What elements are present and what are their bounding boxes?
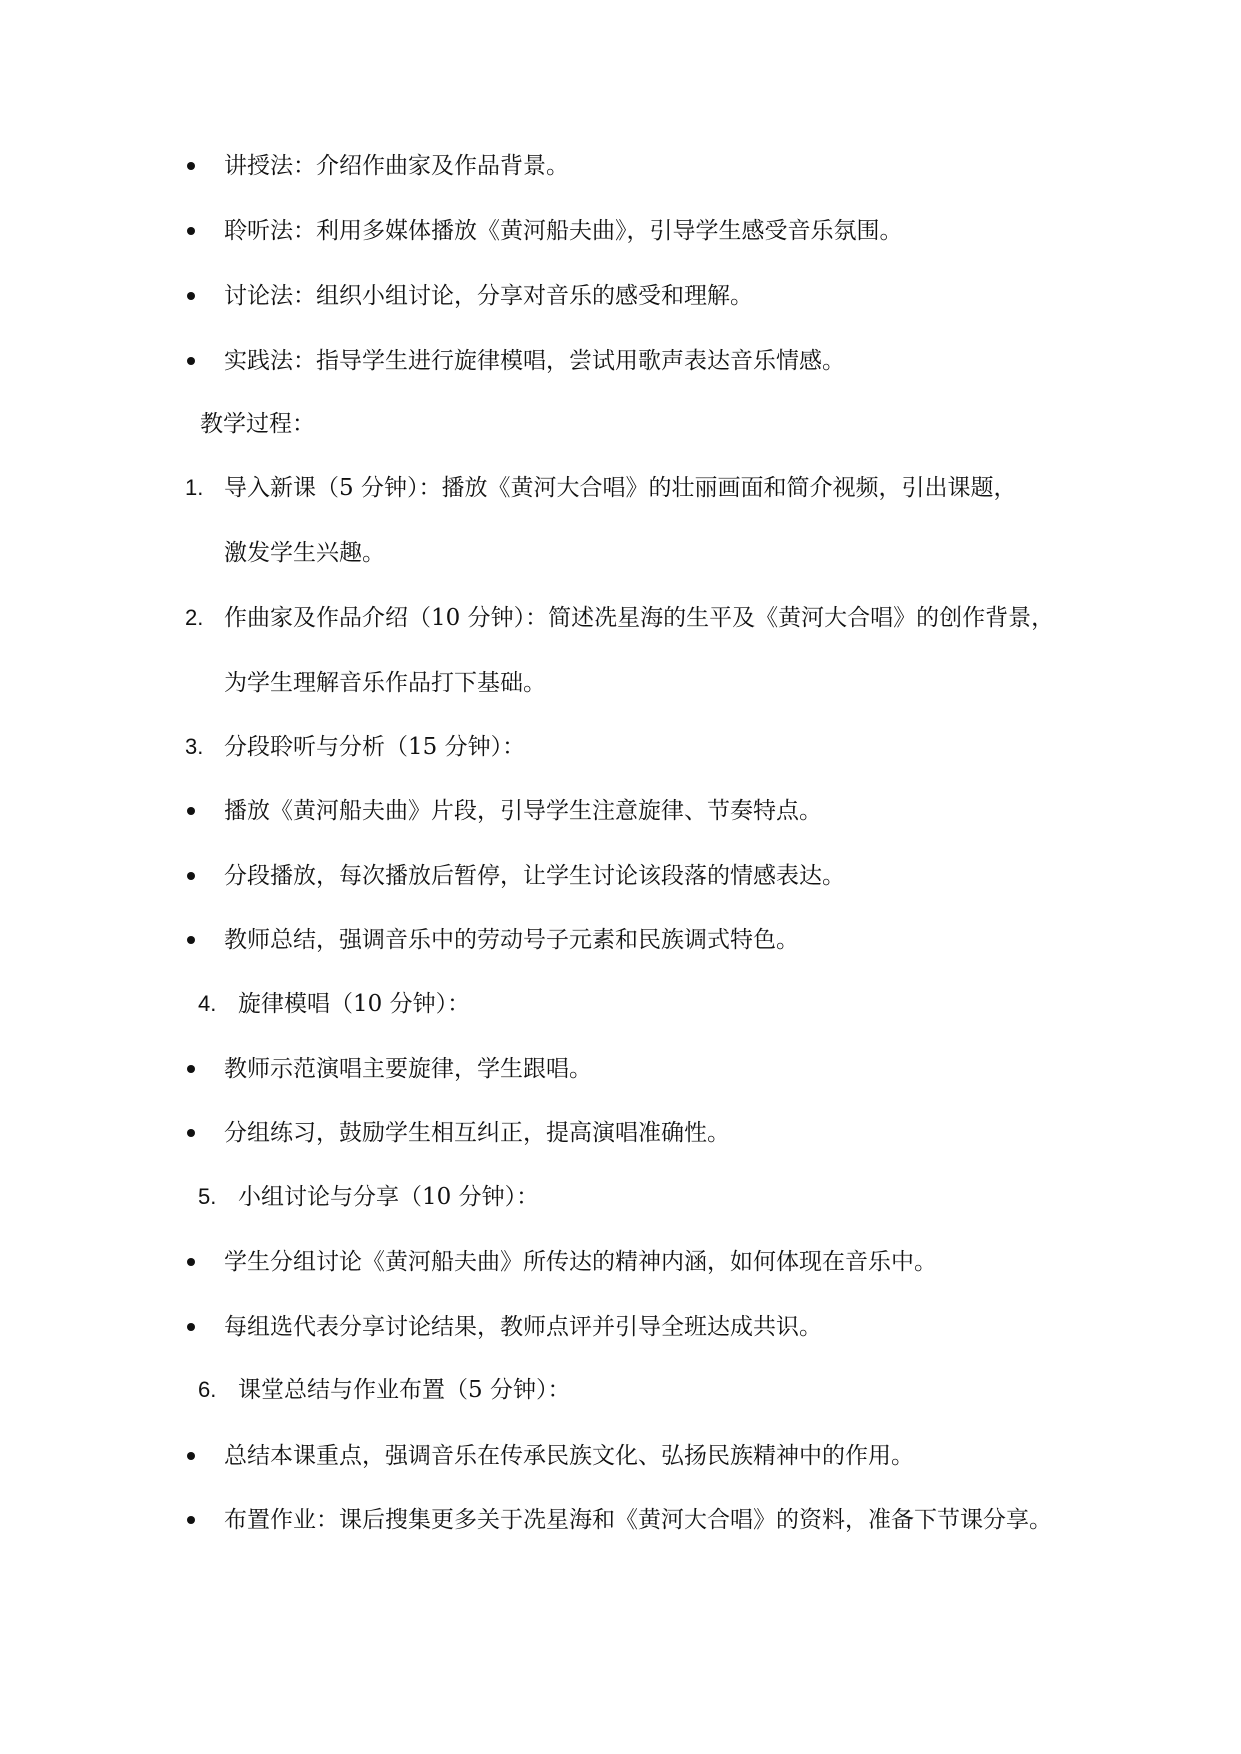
bullet-icon bbox=[187, 162, 195, 170]
step-number: 4. bbox=[198, 991, 217, 1016]
step-number: 6. bbox=[198, 1377, 217, 1402]
step-text: 导入新课（5 分钟）：播放《黄河大合唱》的壮丽画面和简介视频，引出课题， bbox=[224, 475, 1017, 501]
step-title: 课堂总结与作业布置（5 分钟）： bbox=[238, 1377, 571, 1403]
list-item bbox=[0, 1500, 1241, 1540]
step-text: 为学生理解音乐作品打下基础。 bbox=[224, 670, 546, 696]
bullet-icon bbox=[187, 936, 195, 944]
bullet-icon bbox=[187, 357, 195, 365]
step-number: 3. bbox=[185, 734, 204, 759]
bullet-icon bbox=[187, 1129, 195, 1137]
numbered-item bbox=[0, 984, 1241, 1024]
process-heading: 教学过程： bbox=[200, 411, 315, 437]
list-item bbox=[0, 856, 1241, 896]
list-item bbox=[0, 146, 1241, 186]
step-bullet-text: 教师示范演唱主要旋律，学生跟唱。 bbox=[224, 1056, 592, 1082]
method-text: 讨论法：组织小组讨论，分享对音乐的感受和理解。 bbox=[224, 283, 753, 309]
list-item bbox=[0, 276, 1241, 316]
step-bullet-text: 分组练习，鼓励学生相互纠正，提高演唱准确性。 bbox=[224, 1120, 730, 1146]
section-heading bbox=[0, 404, 1241, 444]
bullet-icon bbox=[187, 1323, 195, 1331]
list-item bbox=[0, 920, 1241, 960]
bullet-icon bbox=[187, 807, 195, 815]
step-bullet-text: 每组选代表分享讨论结果，教师点评并引导全班达成共识。 bbox=[224, 1314, 822, 1340]
numbered-item bbox=[0, 598, 1241, 638]
step-title: 旋律模唱（10 分钟）： bbox=[238, 991, 471, 1017]
numbered-item bbox=[0, 1177, 1241, 1217]
numbered-item bbox=[0, 727, 1241, 767]
method-text: 聆听法：利用多媒体播放《黄河船夫曲》，引导学生感受音乐氛围。 bbox=[224, 218, 903, 244]
step-number: 5. bbox=[198, 1184, 217, 1209]
bullet-icon bbox=[187, 227, 195, 235]
numbered-item-continuation bbox=[0, 533, 1241, 573]
numbered-item bbox=[0, 468, 1241, 508]
method-text: 实践法：指导学生进行旋律模唱，尝试用歌声表达音乐情感。 bbox=[224, 348, 845, 374]
method-text: 讲授法：介绍作曲家及作品背景。 bbox=[224, 153, 569, 179]
step-text: 作曲家及作品介绍（10 分钟）：简述冼星海的生平及《黄河大合唱》的创作背景， bbox=[224, 605, 1055, 631]
step-text: 激发学生兴趣。 bbox=[224, 540, 385, 566]
step-bullet-text: 教师总结，强调音乐中的劳动号子元素和民族调式特色。 bbox=[224, 927, 799, 953]
bullet-icon bbox=[187, 1516, 195, 1524]
step-bullet-text: 总结本课重点，强调音乐在传承民族文化、弘扬民族精神中的作用。 bbox=[224, 1443, 914, 1469]
step-bullet-text: 布置作业：课后搜集更多关于冼星海和《黄河大合唱》的资料，准备下节课分享。 bbox=[224, 1507, 1052, 1533]
list-item bbox=[0, 791, 1241, 831]
list-item bbox=[0, 1307, 1241, 1347]
step-bullet-text: 学生分组讨论《黄河船夫曲》所传达的精神内涵，如何体现在音乐中。 bbox=[224, 1249, 937, 1275]
list-item bbox=[0, 1049, 1241, 1089]
list-item bbox=[0, 211, 1241, 251]
numbered-item bbox=[0, 1370, 1241, 1410]
bullet-icon bbox=[187, 1065, 195, 1073]
step-title: 分段聆听与分析（15 分钟）： bbox=[224, 734, 526, 760]
step-title: 小组讨论与分享（10 分钟）： bbox=[238, 1184, 540, 1210]
list-item bbox=[0, 1436, 1241, 1476]
bullet-icon bbox=[187, 292, 195, 300]
step-number: 2. bbox=[185, 605, 204, 630]
list-item bbox=[0, 1242, 1241, 1282]
step-number: 1. bbox=[185, 475, 204, 500]
step-bullet-text: 播放《黄河船夫曲》片段，引导学生注意旋律、节奏特点。 bbox=[224, 798, 822, 824]
bullet-icon bbox=[187, 872, 195, 880]
bullet-icon bbox=[187, 1452, 195, 1460]
step-bullet-text: 分段播放，每次播放后暂停，让学生讨论该段落的情感表达。 bbox=[224, 863, 845, 889]
list-item bbox=[0, 1113, 1241, 1153]
bullet-icon bbox=[187, 1258, 195, 1266]
list-item bbox=[0, 341, 1241, 381]
numbered-item-continuation bbox=[0, 663, 1241, 703]
